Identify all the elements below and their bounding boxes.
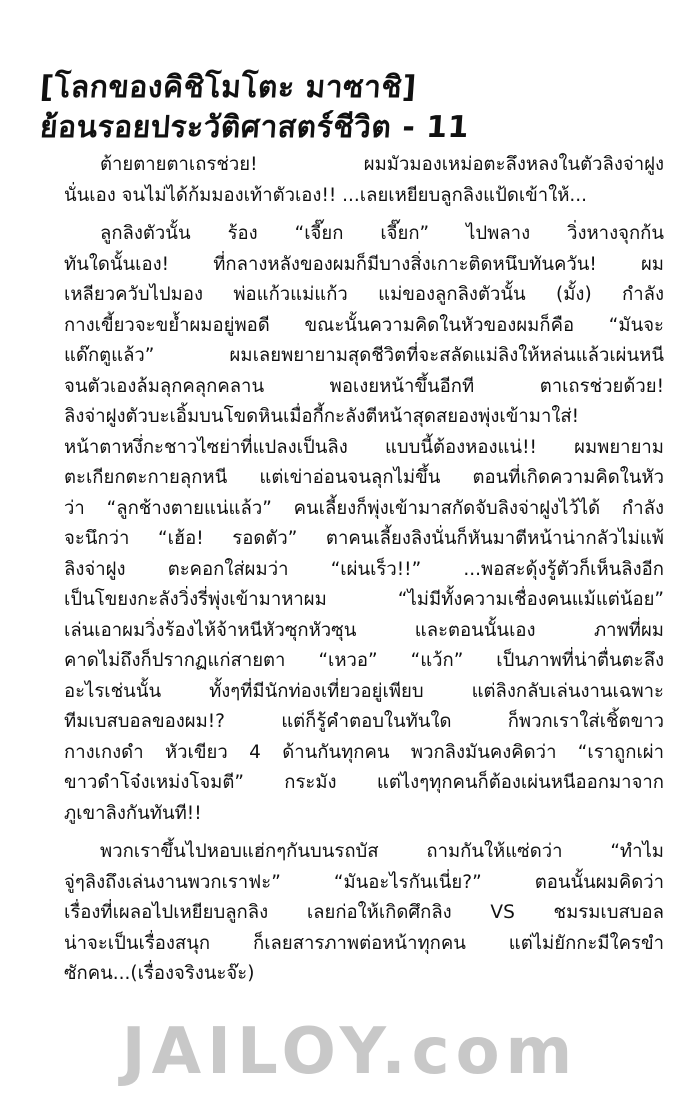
text-line: ภูเขาลิงกันทันที!!: [64, 802, 202, 824]
text-line: หน้าตาหงึ่กะชาวไซย่าที่แปลงเป็นลิง แบบนี้ต้องหองแน่!! ผมพยายาม: [64, 436, 664, 458]
text-line: ขาวดำโจ๋งเหม่งโจมตี” กระมัง แต่ไงๆทุกคนก็ต้องเผ่นหนีออกมาจาก: [64, 772, 664, 793]
text-line: เล่นเอาผมวิ่งร้องไห้จ้าหนีหัวซุกหัวซุน และตอนนั้นเอง ภาพที่ผม: [64, 619, 664, 641]
paragraph: [64, 219, 664, 829]
text-line: คาดไม่ถึงก็ปรากฏแก่สายตา “เหวอ” “แว้ก” เป็นภาพที่น่าตื่นตะลึง: [64, 650, 664, 671]
text-line: แด๊กตูแล้ว” ผมเลยพยายามสุดชีวิตที่จะสลัดแม่ลิงให้หล่นแล้วเผ่นหนี: [64, 345, 664, 366]
text-line: ว่า “ลูกช้างตายแน่แล้ว” คนเลี้ยงก็พุ่งเข้ามาสกัดจับลิงจ่าฝูงไว้ได้ กำลัง: [64, 497, 664, 519]
text-line: เป็นโขยงกะลังวิ่งรี่พุ่งเข้ามาหาผม “ไม่มีทั้งความเชื่องคนแม้แต่น้อย”: [64, 589, 664, 610]
paragraph: [64, 837, 664, 990]
text-line: จนตัวเองล้มลุกคลุกคลาน พอเงยหน้าขึ้นอีกที ตาเถรช่วยด้วย!: [64, 375, 664, 397]
text-line: จะนึกว่า “เฮ้อ! รอดตัว” ตาคนเลี้ยงลิงนั่นก็หันมาตีหน้าน่ากลัวไม่แพ้: [64, 528, 664, 549]
text-line: นั่นเอง จนไม่ได้ก้มมองเท้าตัวเอง!! ...เลยเหยียบลูกลิงแป้ดเข้าให้...: [64, 184, 588, 206]
text-line: น่าจะเป็นเรื่องสนุก ก็เลยสารภาพต่อหน้าทุกคน แต่ไม่ยักกะมีใครขำ: [64, 932, 664, 954]
text-line: พวกเราขึ้นไปหอบแฮ่กๆกันบนรถบัส ถามกันให้แซ่ดว่า “ทำไม: [100, 841, 664, 862]
text-line: กางเขี้ยวจะขย้ำผมอยู่พอดี ขณะนั้นความคิดในหัวของผมก็คือ “มันจะ: [64, 314, 664, 336]
text-line: จู่ๆลิงถึงเล่นงานพวกเราฟะ” “มันอะไรกันเนี่ย?” ตอนนั้นผมคิดว่า: [64, 871, 664, 893]
text-line: ลิงจ่าฝูง ตะคอกใส่ผมว่า “เผ่นเร็ว!!” ...พอสะดุ้งรู้ตัวก็เห็นลิงอีก: [64, 558, 664, 580]
text-line: เรื่องที่เผลอไปเหยียบลูกลิง เลยก่อให้เกิดศึกลิง VS ชมรมเบสบอล: [64, 902, 664, 923]
chapter-title: ย้อนรอยประวัติศาสตร์ชีวิต - 11: [38, 110, 471, 145]
text-line: ตะเกียกตะกายลุกหนี แต่เข่าอ่อนจนลุกไม่ขึ้น ตอนที่เกิดความคิดในหัว: [64, 467, 664, 488]
text-line: ต้ายตายตาเถรช่วย! ผมมัวมองเหม่อตะลึงหลงในตัวลิงจ่าฝูง: [100, 154, 664, 175]
text-line: ทีมเบสบอลของผม!? แต่ก็รู้คำตอบในทันใด ก็พวกเราใส่เชิ้ตขาว: [64, 711, 664, 732]
text-line: ทันใดนั้นเอง! ที่กลางหลังของผมก็มีบางสิ่งเกาะติดหนึบทันควัน! ผม: [64, 253, 664, 275]
paragraph: [64, 150, 664, 211]
title-block: [40, 68, 660, 148]
text-line: ซักคน...(เรื่องจริงนะจ๊ะ): [64, 963, 255, 984]
text-line: กางเกงดำ หัวเขียว 4 ด้านกันทุกคน พวกลิงมันคงคิดว่า “เราถูกเผ่า: [64, 741, 664, 763]
site-watermark: JAILOY.com: [121, 1015, 579, 1089]
text-line: ลูกลิงตัวนั้น ร้อง “เจี๊ยก เจี๊ยก” ไปพลาง วิ่งหางจุกก้น: [100, 223, 664, 244]
text-line: อะไรเช่นนั้น ทั้งๆที่มีนักท่องเที่ยวอยู่เพียบ แต่ลิงกลับเล่นงานเฉพาะ: [64, 680, 664, 702]
text-line: เหลียวควับไปมอง พ่อแก้วแม่แก้ว แม่ของลูกลิงตัวนั้น (มั้ง) กำลัง: [64, 284, 664, 305]
article-body: [64, 150, 664, 998]
text-line: ลิงจ่าฝูงตัวบะเอิ้มบนโขดหินเมื่อกี้กะลังตีหน้าสุดสยองพุ่งเข้ามาใส่!: [64, 406, 580, 427]
series-title: [โลกของคิชิโมโตะ มาซาชิ]: [38, 70, 418, 105]
